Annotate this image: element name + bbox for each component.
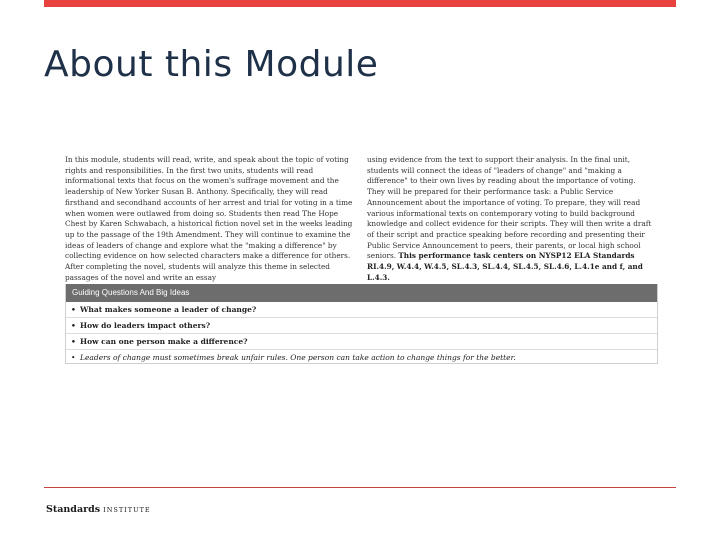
performance-task-standards: This performance task centers on NYSP12 ELA Standards RI.4.9, W.4.4, W.4.5, SL.4.3, SL.4.4, SL.4.5, SL.4.6, L.4.1e and f, and L.4.3.: [367, 251, 643, 282]
guiding-questions-box: [65, 284, 658, 364]
guiding-question-text: How do leaders impact others?: [80, 321, 211, 330]
big-idea-item: [66, 350, 657, 365]
brand-main: Standards: [46, 504, 101, 515]
big-idea-text: Leaders of change must sometimes break unfair rules. One person can take action to change things for the better.: [80, 353, 516, 362]
bullet-icon: •: [71, 321, 76, 330]
module-intro: [65, 155, 655, 283]
slide-title: About this Module: [44, 44, 379, 85]
brand-sub: INSTITUTE: [103, 506, 151, 514]
intro-column-left: In this module, students will read, write, and speak about the topic of voting rights and responsibilities. In the first two units, students will read informational texts that focus on the women's suffrage movement and the leadership of New Yorker Susan B. Anthony. Specifically, they will read firsthand and secondhand accounts of her arrest and trial for voting in a time when women were outlawed from doing so. Students then read The Hope Chest by Karen Schwabach, a historical fiction novel set in the weeks leading up to the passage of the 19th Amendment. They will continue to examine the ideas of leaders of change and explore what the "making a difference" by collecting evidence on how selected characters make a difference for others. After completing the novel, students will analyze this theme in selected passages of the novel and write an essay: [65, 155, 353, 282]
guiding-question-text: What makes someone a leader of change?: [80, 305, 257, 314]
footer-divider: [44, 487, 676, 488]
guiding-questions-header: Guiding Questions And Big Ideas: [66, 284, 657, 302]
standards-institute-logo: [46, 504, 151, 515]
bullet-icon: •: [71, 353, 76, 362]
intro-column-right-text: using evidence from the text to support their analysis. In the final unit, students will connect the ideas of "leaders of change" and "making a difference" to their own lives by reading about the importance of voting. They will be prepared for their performance task: a Public Service Announcement about the importance of voting. To prepare, they will read various informational texts on contemporary voting to build background knowledge and collect evidence for their scripts. They will then write a draft of their script and practice speaking before recording and presenting their Public Service Announcement to peers, their parents, or local high school seniors.: [367, 155, 652, 261]
guiding-questions-list: [66, 302, 657, 365]
guiding-question-item: [66, 302, 657, 318]
guiding-question-item: [66, 334, 657, 350]
guiding-question-item: [66, 318, 657, 334]
bullet-icon: •: [71, 337, 76, 346]
bullet-icon: •: [71, 305, 76, 314]
top-accent-bar: [44, 0, 676, 7]
intro-column-right: [367, 155, 655, 283]
guiding-question-text: How can one person make a difference?: [80, 337, 248, 346]
